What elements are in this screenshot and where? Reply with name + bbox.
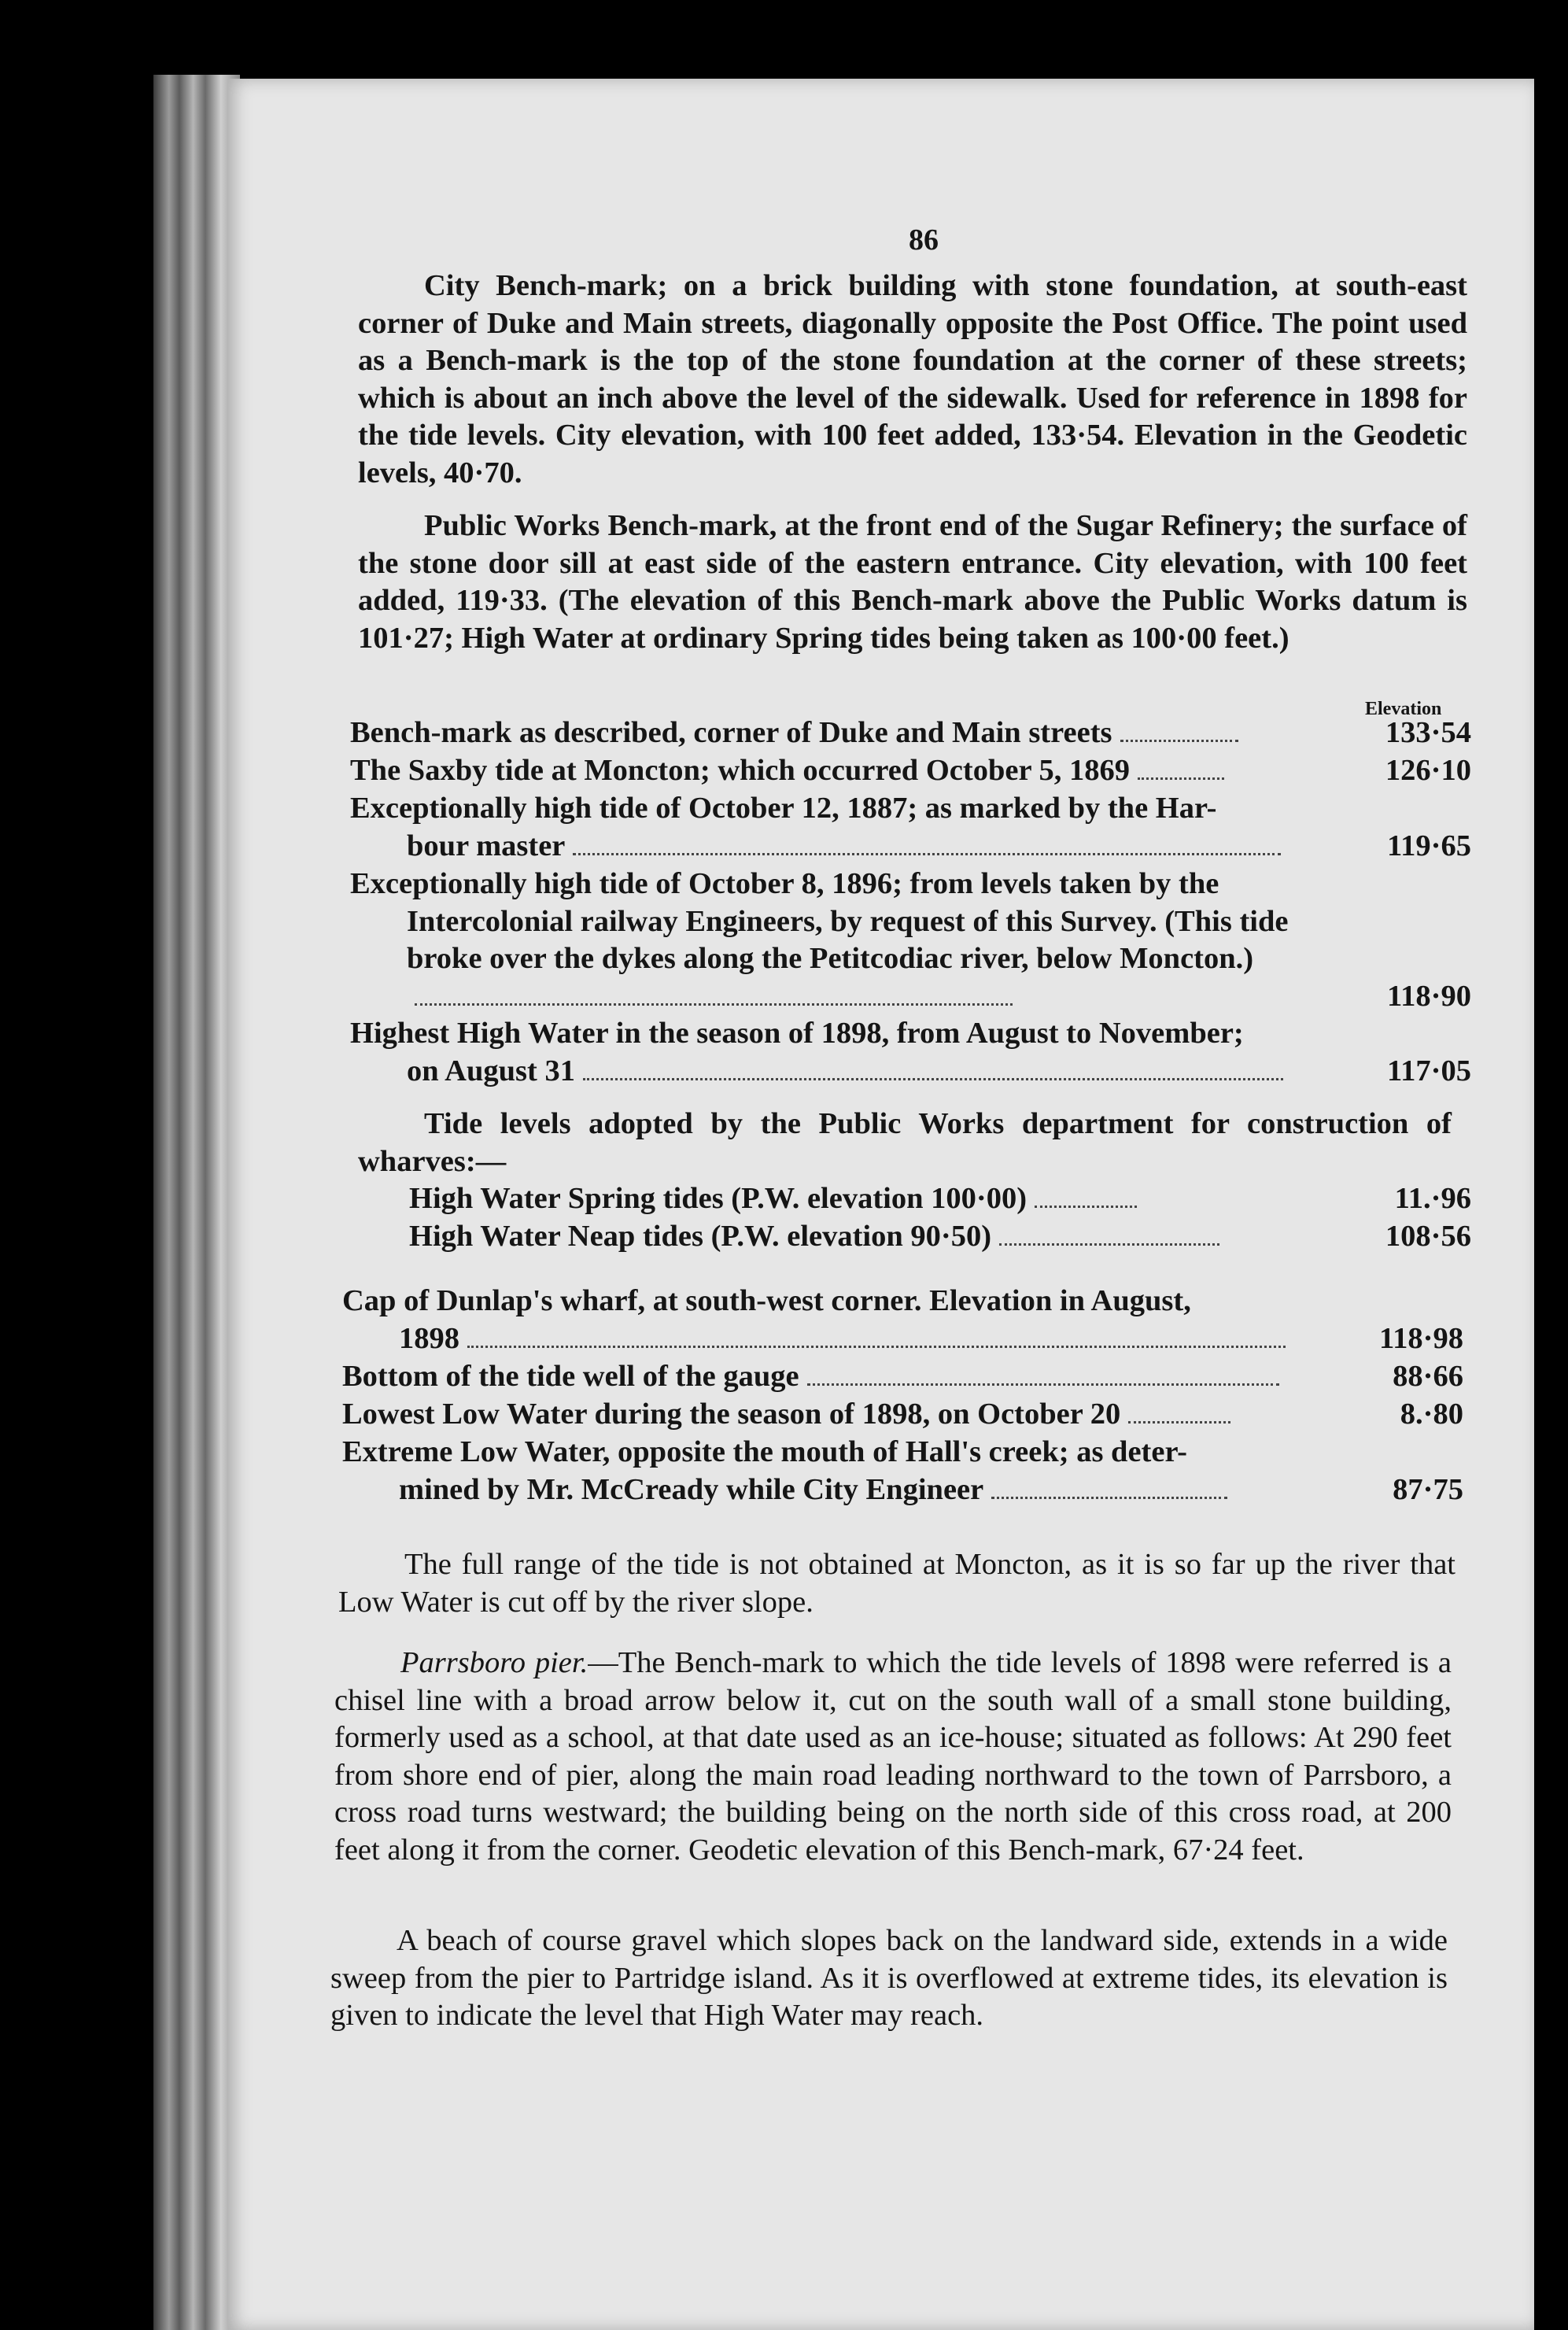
entry-label: High Water Spring tides (P.W. elevation 100·00) <box>409 1180 1337 1218</box>
entry-label: Highest High Water in the season of 1898, from August to November; <box>350 1017 1244 1050</box>
paragraph-beach-gravel: A beach of course gravel which slopes back on the landward side, extends in a wide sweep from the pier to Partridge island. As it is overflowed at extreme tides, its elevation is given to indicate the level that High Water may reach. <box>330 1924 1448 2032</box>
entry-label: Exceptionally high tide of October 8, 1896; from levels taken by the <box>350 867 1219 900</box>
entry-value: 117·05 <box>1387 1054 1471 1087</box>
entry-label-continued: 1898 <box>342 1320 1335 1358</box>
entry-label-continued: on August 31 <box>350 1053 1343 1091</box>
elevation-column-header: Elevation <box>1365 699 1442 719</box>
entry-label-continued: mined by Mr. McCready while City Engineer <box>342 1471 1335 1509</box>
entry-label: Exceptionally high tide of October 12, 1887; as marked by the Har- <box>350 792 1217 825</box>
paragraph-parrsboro-pier: Parrsboro pier.—The Bench-mark to which the tide levels of 1898 were referred is a chisel line with a broad arrow below it, cut on the south wall of a small stone building, formerly used as a school, at that date used as an ice-house; situated as follows: At 290 feet from shore end of pier, along the main road leading northward to the town of Parrsboro, a cross road turns westward; the building being on the north side of this cross road, at 200 feet along it from the corner. Geodetic elevation of this Bench-mark, 67·24 feet. <box>334 1646 1452 1867</box>
entry-value: 126·10 <box>1385 754 1471 787</box>
entry-value: 118·90 <box>1387 979 1471 1013</box>
elevation-entry <box>350 1015 1471 1090</box>
paragraph-city-bench-mark: City Bench-mark; on a brick building with stone foundation, at south-east corner of Duke and Main streets, diagonally opposite the Post Office. The point used as a Bench-mark is the top of the stone foundation at the corner of these streets; which is about an inch above the level of the sidewalk. Used for reference in 1898 for the tide levels. City elevation, with 100 feet added, 133·54. Elevation in the Geodetic levels, 40·70. <box>358 269 1467 489</box>
entry-value: 133·54 <box>1385 716 1471 749</box>
entry-label: The Saxby tide at Moncton; which occurred October 5, 1869 <box>350 752 1343 790</box>
elevation-entry <box>342 1434 1463 1508</box>
entry-label-continued: Intercolonial railway Engineers, by request of this Survey. (This tide broke over the dykes along the Petitcodiac river, below Moncton.) <box>350 903 1343 1016</box>
entry-label: High Water Neap tides (P.W. elevation 90·50) <box>409 1218 1337 1256</box>
paragraph-tide-range: The full range of the tide is not obtained at Moncton, as it is so far up the river that Low Water is cut off by the river slope. <box>338 1548 1455 1619</box>
elevation-entry <box>342 1358 1463 1396</box>
tide-level-entry <box>409 1218 1471 1256</box>
book-binding <box>153 75 240 2330</box>
elevation-entry <box>350 866 1471 1015</box>
elevation-entry <box>342 1396 1463 1434</box>
elevation-entry <box>350 715 1471 752</box>
entry-value: 118·98 <box>1379 1321 1463 1355</box>
entry-value: 119·65 <box>1387 829 1471 862</box>
entry-label-continued: bour master <box>350 828 1343 866</box>
elevation-entry <box>350 752 1471 790</box>
elevation-entry <box>342 1283 1463 1357</box>
entry-value: 88·66 <box>1393 1360 1463 1393</box>
paragraph-tide-levels-intro: Tide levels adopted by the Public Works department for construction of wharves:— <box>358 1107 1452 1178</box>
entry-label: Bottom of the tide well of the gauge <box>342 1358 1335 1396</box>
tide-level-entry <box>409 1180 1471 1218</box>
page-number: 86 <box>909 223 939 257</box>
entry-value: 8.·80 <box>1400 1398 1463 1431</box>
entry-label: Lowest Low Water during the season of 1898, on October 20 <box>342 1396 1335 1434</box>
entry-value: 87·75 <box>1393 1472 1463 1506</box>
entry-label: Bench-mark as described, corner of Duke and Main streets <box>350 715 1343 752</box>
entry-label: Extreme Low Water, opposite the mouth of Hall's creek; as deter- <box>342 1435 1187 1468</box>
parrsboro-pier-heading: Parrsboro pier. <box>400 1646 588 1679</box>
elevation-entry <box>350 790 1471 865</box>
entry-value: 108·56 <box>1385 1220 1471 1253</box>
paragraph-public-works-bench-mark: Public Works Bench-mark, at the front end of the Sugar Refinery; the surface of the stone door sill at east side of the eastern entrance. City elevation, with 100 feet added, 119·33. (The elevation of this Bench-mark above the Public Works datum is 101·27; High Water at ordinary Spring tides being taken as 100·00 feet.) <box>358 509 1467 655</box>
entry-label: Cap of Dunlap's wharf, at south-west corner. Elevation in August, <box>342 1284 1191 1317</box>
entry-value: 11.·96 <box>1394 1182 1471 1215</box>
